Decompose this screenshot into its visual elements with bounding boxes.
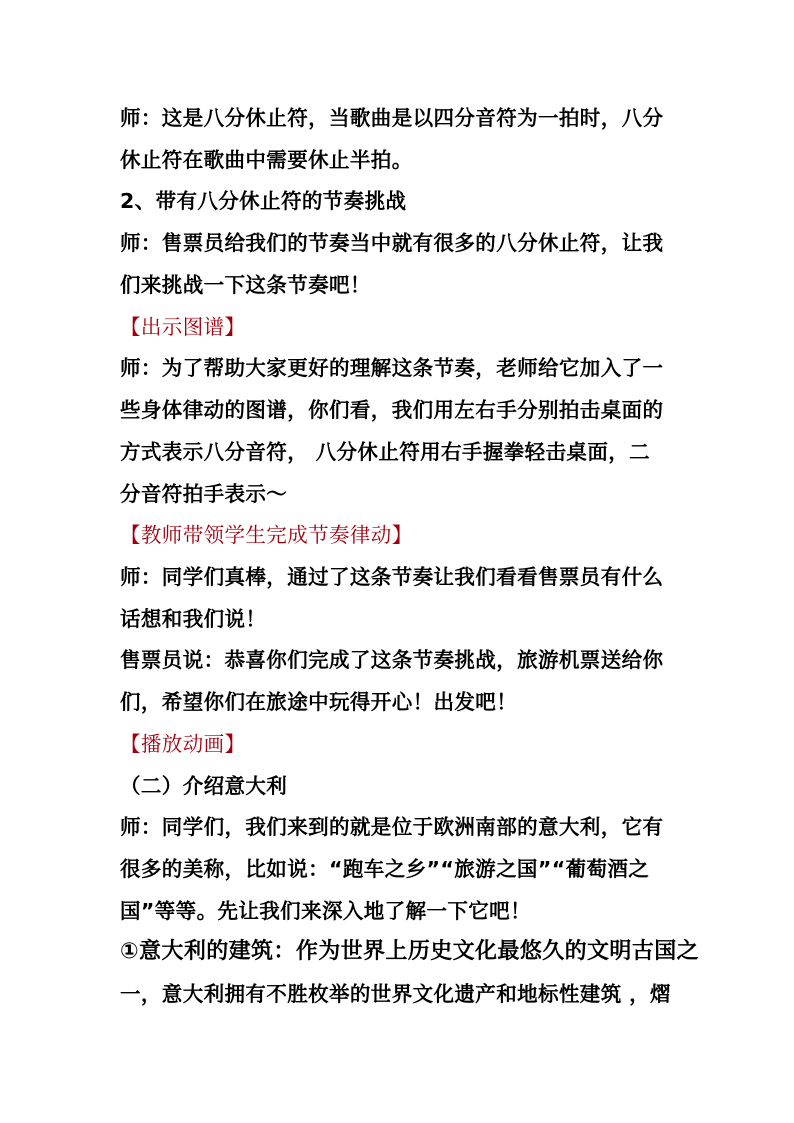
paragraph-line: 方式表示八分音符， 八分休止符用右手握拳轻击桌面，二 xyxy=(120,440,651,464)
paragraph-line: ①意大利的建筑：作为世界上历史文化最悠久的文明古国之 xyxy=(120,939,700,964)
section-heading: 2、带有八分休止符的节奏挑战 xyxy=(120,189,407,213)
paragraph-line: 一，意大利拥有不胜枚举的世界文化遗产和地标性建筑 ，熠 xyxy=(120,982,671,1006)
paragraph-line: 师：同学们，我们来到的就是位于欧洲南部的意大利，它有 xyxy=(120,815,664,839)
paragraph-line: 很多的美称，比如说：“跑车之乡”“旅游之国”“葡萄酒之 xyxy=(120,857,650,881)
paragraph-line: 们来挑战一下这条节奏吧！ xyxy=(120,273,371,297)
paragraph-line: 售票员说：恭喜你们完成了这条节奏挑战，旅游机票送给你 xyxy=(120,648,664,672)
paragraph-line: 国”等等。先让我们来深入地了解一下它吧！ xyxy=(120,899,531,923)
section-heading: （二）介绍意大利 xyxy=(120,774,288,798)
paragraph-line: 话想和我们说！ xyxy=(120,607,267,631)
paragraph-line: 休止符在歌曲中需要休止半拍。 xyxy=(120,148,413,172)
stage-direction: 【出示图谱】 xyxy=(120,315,246,339)
paragraph-line: 师：同学们真棒，通过了这条节奏让我们看看售票员有什么 xyxy=(120,565,664,589)
paragraph-line: 师：售票员给我们的节奏当中就有很多的八分休止符，让我 xyxy=(120,231,664,255)
paragraph-line: 分音符拍手表示～ xyxy=(120,482,288,506)
paragraph-line: 师：为了帮助大家更好的理解这条节奏，老师给它加入了一 xyxy=(120,356,664,380)
stage-direction: 【播放动画】 xyxy=(120,732,246,756)
paragraph-line: 些身体律动的图谱，你们看，我们用左右手分别拍击桌面的 xyxy=(120,398,664,422)
paragraph-line: 们，希望你们在旅途中玩得开心！出发吧！ xyxy=(120,690,518,714)
stage-direction: 【教师带领学生完成节奏律动】 xyxy=(120,523,413,547)
paragraph-line: 师：这是八分休止符，当歌曲是以四分音符为一拍时，八分 xyxy=(120,106,664,130)
